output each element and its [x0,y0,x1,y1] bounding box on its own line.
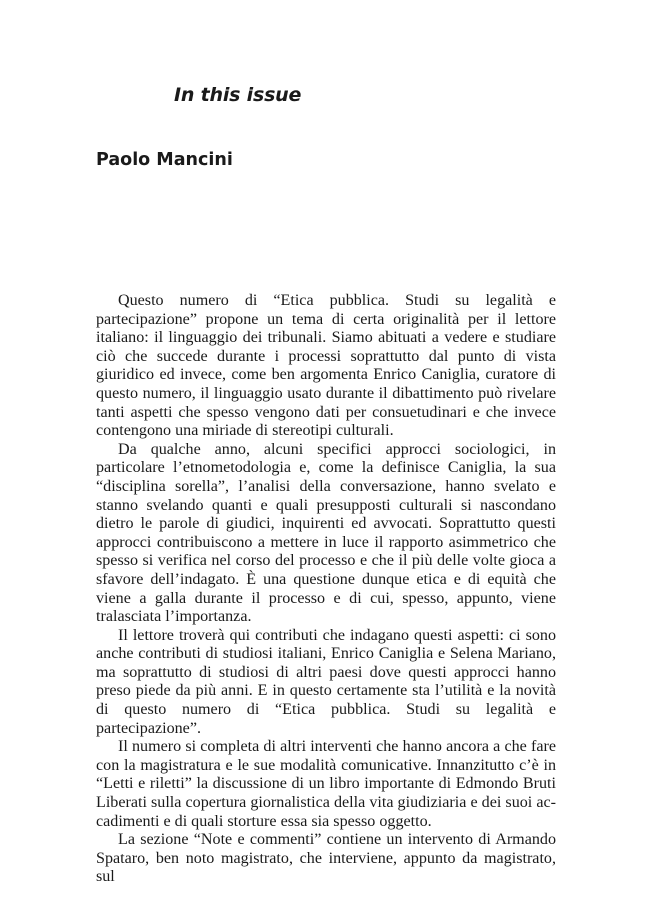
author-name: Paolo Mancini [96,150,233,170]
paragraph: La sezione “Note e commenti” contiene un intervento di Armando Spataro, ben noto magistrato, che interviene, appunto da magistrato, sul [96,831,556,886]
paragraph: Il numero si completa di altri interventi che hanno ancora a che fare con la magistratura e le sue modalità comunicative. Innanzitutto c’è in “Letti e riletti” la discussione di un libro importante di Edmondo Bruti Liberati sulla copertura giornalistica della vita giudiziaria e dei suoi accadimenti e di quali storture essa sia spesso oggetto. [96,738,556,830]
paragraph: Questo numero di “Etica pubblica. Studi su legalità e partecipazione” propone un tema di certa originalità per il lettore italiano: il linguaggio dei tribunali. Siamo abituati a vedere e studiare ciò che succede durante i processi soprattutto dal punto di vista giuridico ed invece, come ben argomenta Enrico Caniglia, curatore di questo numero, il linguaggio usato durante il dibattimento può rivelare tanti aspetti che spesso vengono dati per consuetudinari e che invece contengono una miriade di stereotipi culturali. [96,292,556,440]
article-body [96,292,556,887]
article-heading: In this issue [174,84,302,106]
paragraph: Da qualche anno, alcuni specifici approcci sociologici, in particolare l’etnometodologia e, come la definisce Caniglia, la sua “disciplina sorella”, l’analisi della conversazione, hanno svelato e stanno svelando quanti e quali presupposti culturali si nascondano dietro le parole di giudici, inquirenti ed avvocati. Soprattutto questi approcci contribuiscono a mettere in luce il rapporto asimmetrico che spesso si verifica nel corso del processo e che il più delle volte gioca a sfavore dell’indagato. È una questione dunque etica e di equità che viene a galla durante il processo e di cui, spesso, appunto, viene tralasciata l’importanza. [96,440,556,626]
paragraph: Il lettore troverà qui contributi che indagano questi aspetti: ci sono anche contributi di studiosi italiani, Enrico Caniglia e Selena Mariano, ma soprattutto di studiosi di altri paesi dove questi approcci hanno preso piede da più anni. E in questo certamente sta l’utilità e la novità di questo numero di “Etica pubblica. Studi su legalità e partecipazione”. [96,626,556,737]
